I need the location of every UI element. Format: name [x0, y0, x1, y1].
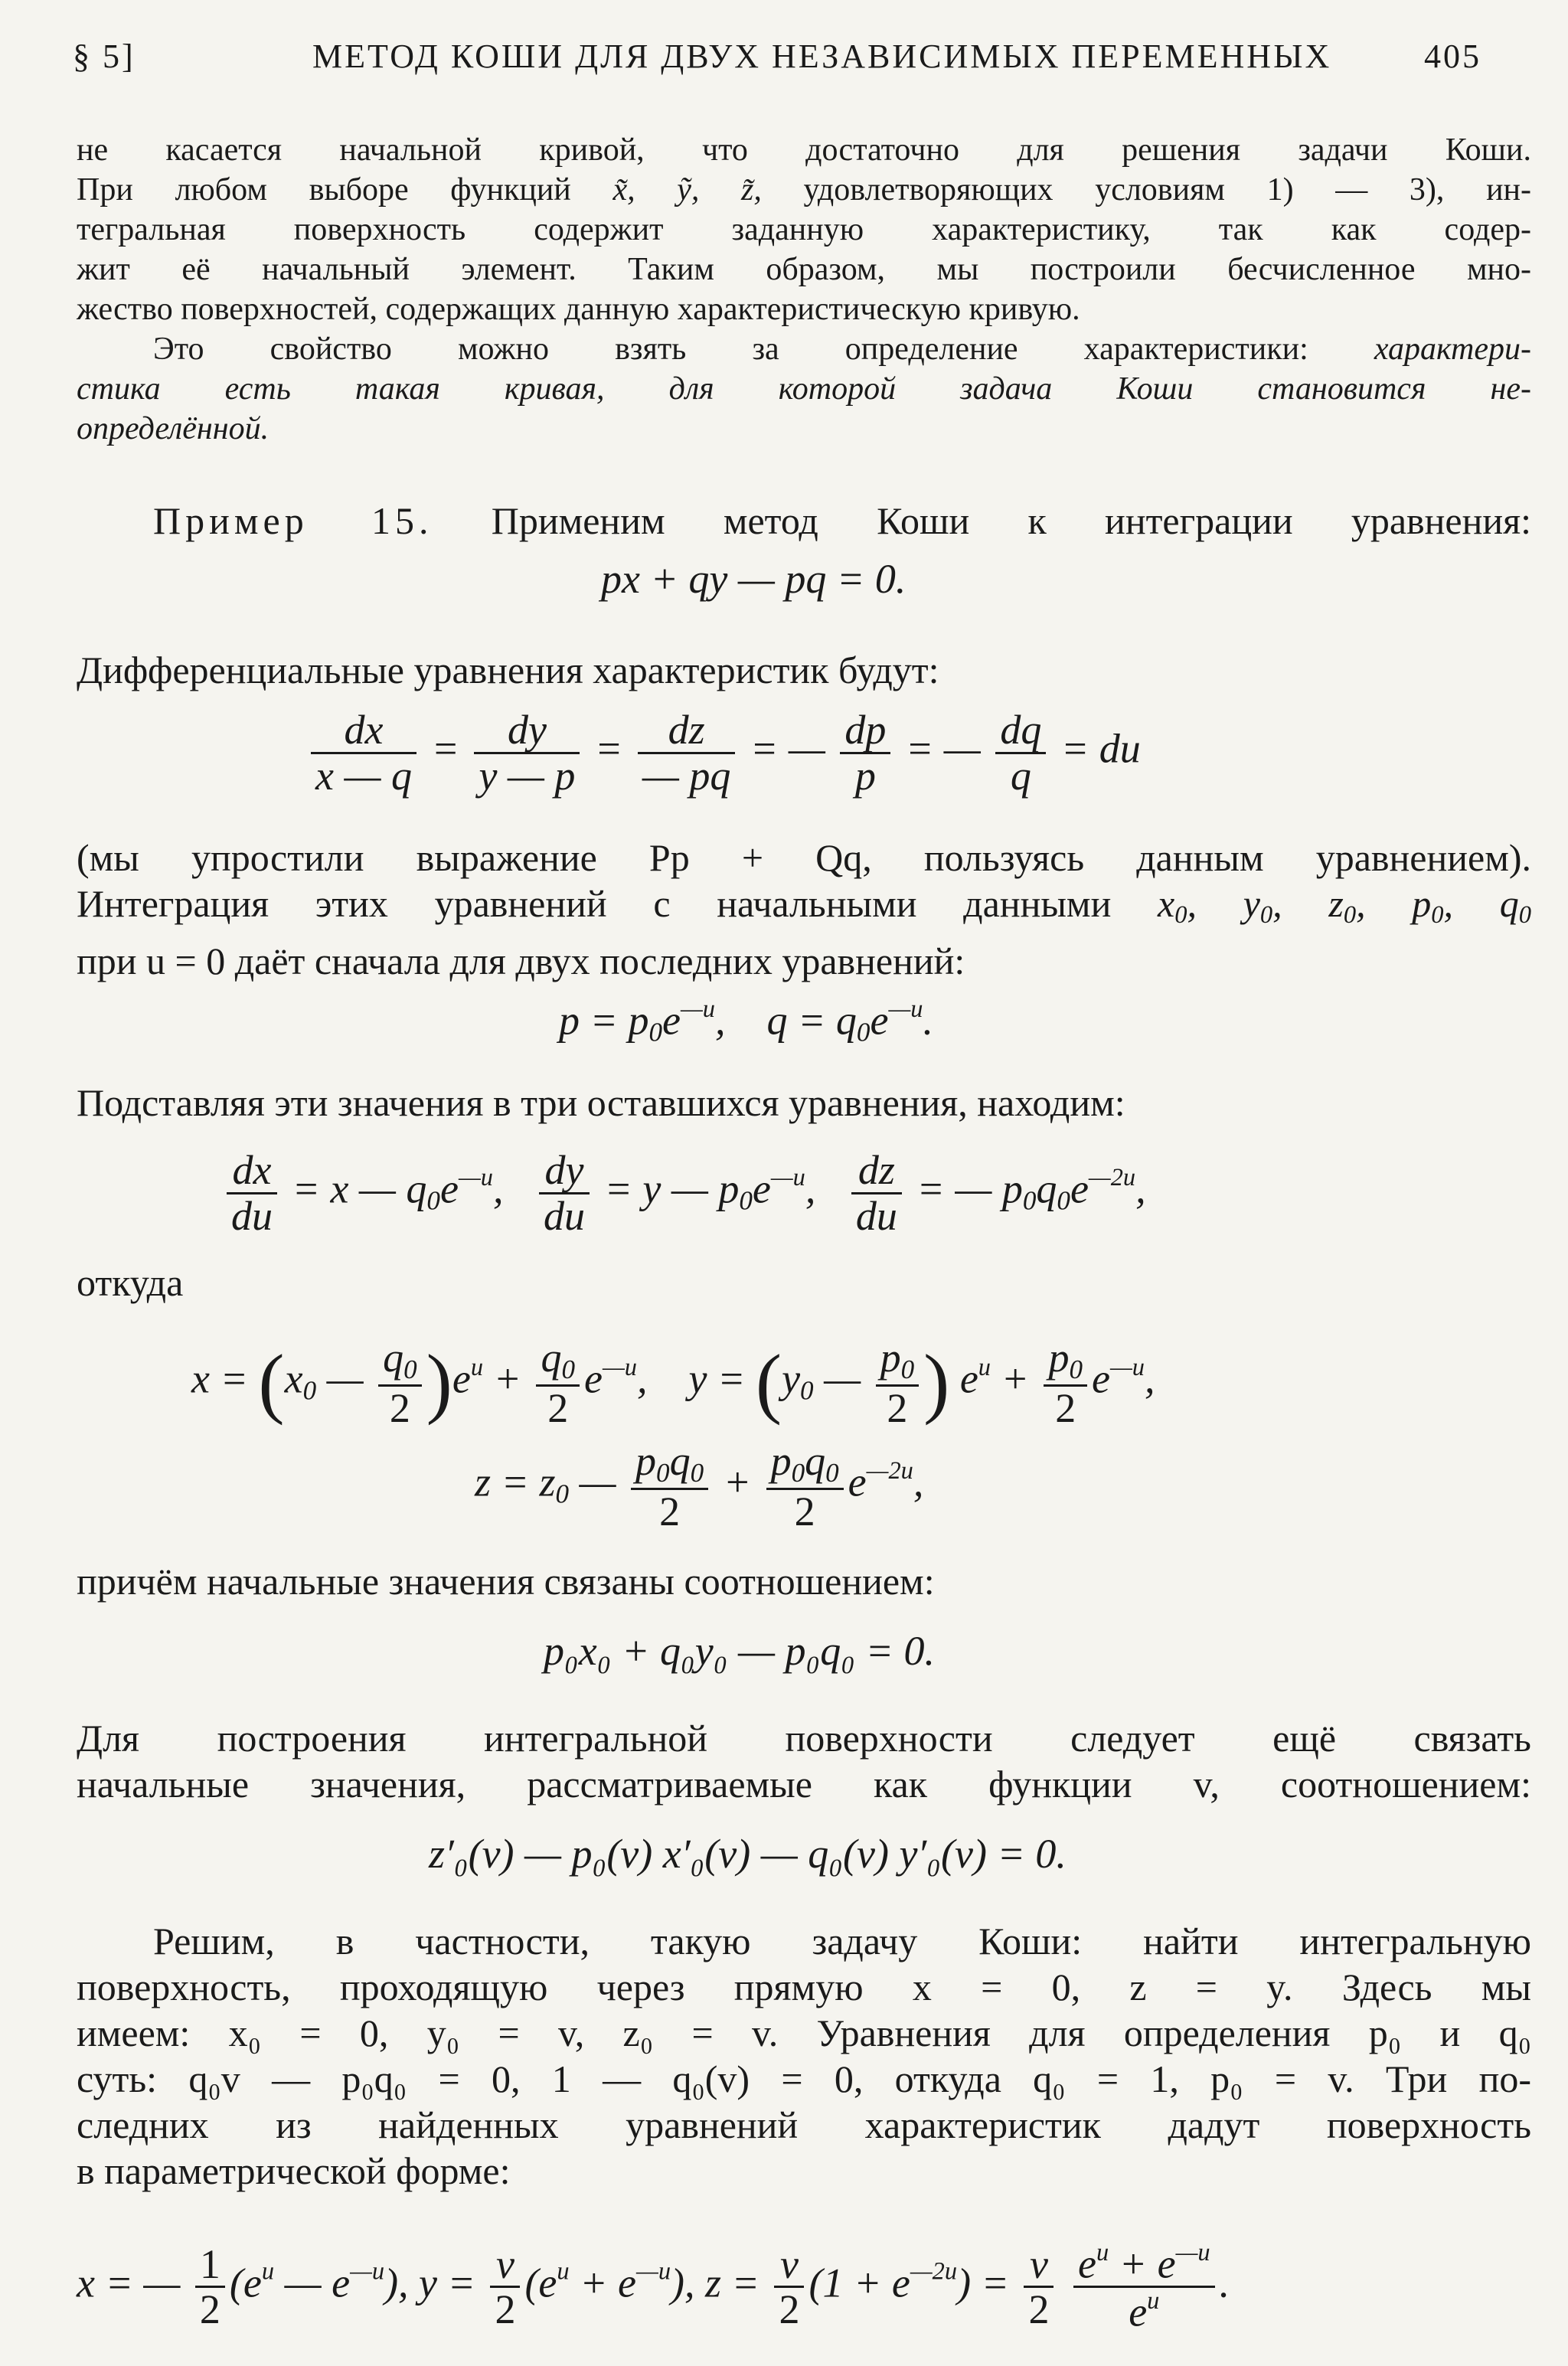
text-line: Для построения интегральной поверхности следует ещё связать	[77, 1717, 1531, 1760]
priyem-text: причём начальные значения связаны соотношением:	[77, 1560, 935, 1603]
page-number: 405	[1424, 38, 1481, 75]
equation-parametric: x = — $\frac{1}{2}$ ($e^u$ — $e^{—u}$), y = $\frac{v}{2}$ $(e^u + e^{—u})$, z = $\frac{v}{2}$ $(1 + e^{—2u})$ = $\frac{v}{2}$ $\frac{e^u + e^{—u}}{e^u}$ .	[77, 2239, 1230, 2336]
text-line: в параметрической форме:	[77, 2149, 511, 2192]
otkuda-word: откуда	[77, 1261, 184, 1304]
text-line: имеем: x₀ = 0, y₀ = v, z₀ = v. Уравнения для определения p₀ и q₀	[77, 2011, 1531, 2054]
text-line: поверхность, проходящую через прямую x = 0, z = y. Здесь мы	[77, 1966, 1531, 2008]
text-line: стика есть такая кривая, для которой задача Коши становится не-	[77, 371, 1531, 407]
equation-main: px + qy — pq = 0.	[601, 556, 906, 602]
text-line: Интеграция этих уравнений с начальными данными $x_0$, $y_0$, $z_0$, $p_0$, $q_0$	[77, 882, 1532, 930]
text-line: Решим, в частности, такую задачу Коши: найти интегральную	[153, 1920, 1531, 1962]
example-label: Пример 15.	[153, 499, 433, 542]
text-line: при u = 0 даёт сначала для двух последних уравнений:	[77, 940, 965, 983]
char-intro: Дифференциальные уравнения характеристик будут:	[77, 649, 939, 691]
text-line: начальные значения, рассматриваемые как функции v, соотношением:	[77, 1763, 1531, 1806]
running-title: МЕТОД КОШИ ДЛЯ ДВУХ НЕЗАВИСИМЫХ ПЕРЕМЕННЫХ	[312, 38, 1332, 75]
equation-derivatives: $\frac{dx}{du}$ = x — $q_0e^{—u}$, $\frac{dy}{du}$ = y — $p_0e^{—u}$, $\frac{dz}{du}$ = — $p_0q_0e^{—2u}$,	[222, 1149, 1146, 1237]
text-line: жество поверхностей, содержащих данную характеристическую кривую.	[77, 292, 1080, 327]
section-number: § 5]	[73, 38, 136, 75]
text-line: суть: q₀v — p₀q₀ = 0, 1 — q₀(v) = 0, откуда q₀ = 1, p₀ = v. Три по-	[77, 2057, 1531, 2100]
text-line: жит её начальный элемент. Таким образом, мы построили бесчисленное мно-	[77, 252, 1531, 287]
paragraph-integration	[77, 835, 1531, 984]
equation-z: $z = z_0$ — $\frac{p_0q_0}{2}$ + $\frac{p_0q_0}{2}$ $e^{—2u}$,	[475, 1438, 924, 1534]
intro-paragraph	[77, 130, 1531, 449]
example-heading: Пример 15. Применим метод Коши к интеграции уравнения:	[153, 499, 1532, 542]
text-line: определённой.	[77, 411, 270, 446]
text-line: (мы упростили выражение Pp + Qq, пользуясь данным уравнением).	[77, 836, 1531, 879]
equation-v: z′₀(v) — p₀(v) x′₀(v) — q₀(v) y′₀(v) = 0.	[429, 1831, 1067, 1877]
text-line: тегральная поверхность содержит заданную характеристику, так как содер-	[77, 212, 1531, 247]
subst-intro: Подставляя эти значения в три оставшихся уравнения, находим:	[77, 1081, 1125, 1124]
equation-pq: $p = p_0e^{—u}$, $q = q_0e^{—u}$.	[559, 995, 933, 1047]
equation-xy: $x = (x_0$ — $\frac{q_0}{2}$ )$e^u$ + $\frac{q_0}{2}$ $e^{—u}$, $y = (y_0$ — $\frac{p_0}{2}$ ) $e^u$ + $\frac{p_0}{2}$ $e^{—u}$,	[191, 1335, 1155, 1431]
characteristic-system: $\frac{dx}{x — q}$ = $\frac{dy}{y — p}$ = $\frac{dz}{— pq}$ = — $\frac{dp}{p}$ = — $\frac{dq}{q}$ = du	[306, 708, 1141, 797]
text-line: не касается начальной кривой, что достаточно для решения задачи Коши.	[77, 132, 1531, 168]
paragraph-cauchy	[77, 1918, 1531, 2194]
equation-relation: p₀x₀ + q₀y₀ — p₀q₀ = 0.	[544, 1628, 935, 1674]
paragraph-build	[77, 1715, 1531, 1807]
text-line: Это свойство можно взять за определение характеристики: характери-	[153, 332, 1531, 367]
text-line: При любом выборе функций x̃, ỹ, z̃, удовлетворяющих условиям 1) — 3), ин-	[77, 172, 1532, 208]
text-line: следних из найденных уравнений характеристик дадут поверхность	[77, 2103, 1531, 2146]
